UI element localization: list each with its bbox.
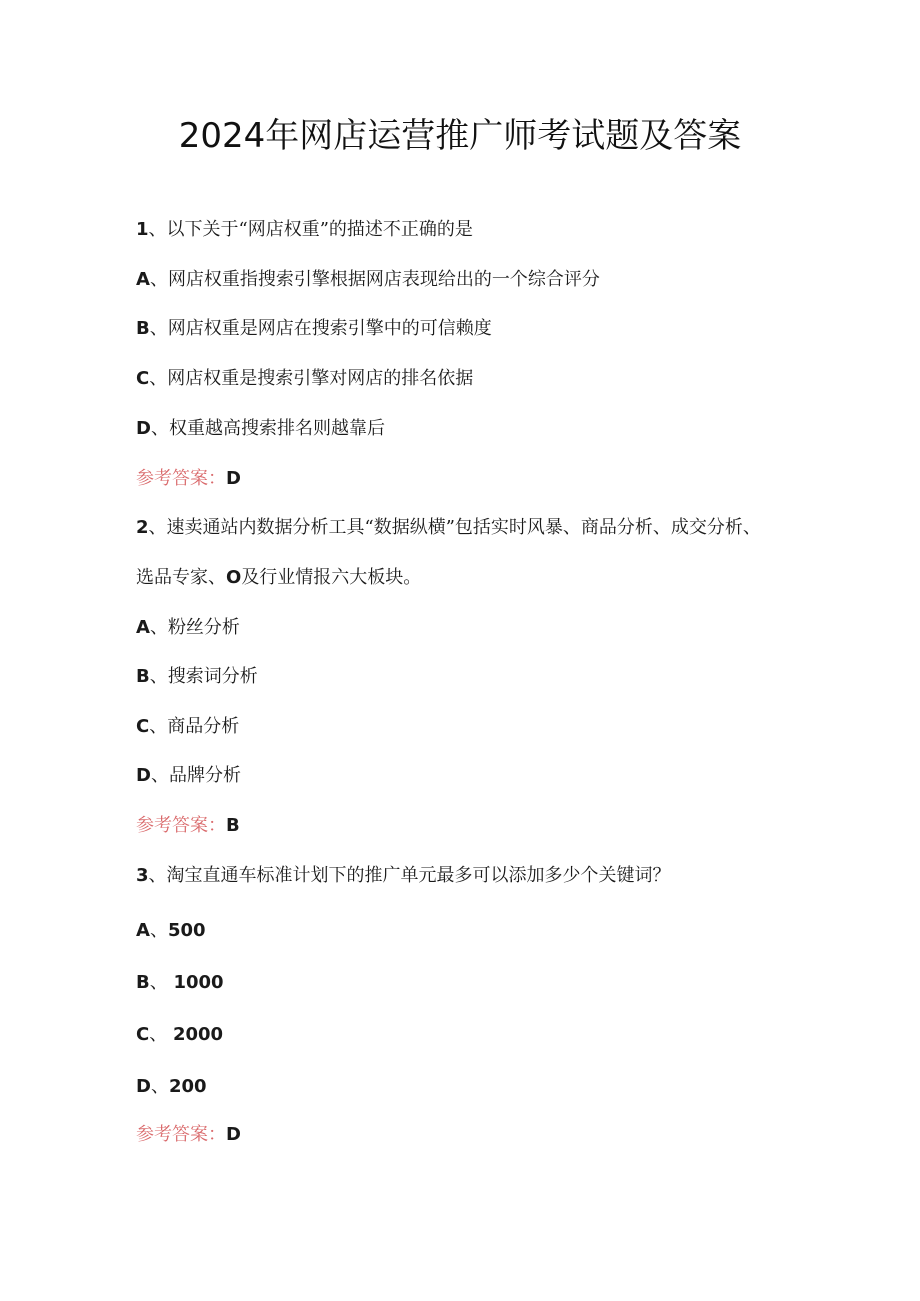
- option-separator: 、: [149, 666, 168, 687]
- document-title: 2024年网店运营推广师考试题及答案: [178, 116, 742, 156]
- answer-label: 参考答案：: [136, 1124, 226, 1145]
- option-c: [136, 366, 796, 392]
- option-text: 粉丝分析: [167, 617, 240, 638]
- answer-value: D: [226, 468, 241, 489]
- answer-label: 参考答案：: [136, 468, 226, 489]
- option-separator: 、: [150, 1076, 169, 1097]
- option-letter: B: [136, 972, 150, 993]
- answer-line: [136, 466, 796, 492]
- question-text: 速卖通站内数据分析工具“数据纵横”包括实时风暴、商品分析、成交分析、选品专家、: [136, 517, 761, 588]
- option-text: 500: [167, 920, 206, 941]
- option-text: 网店权重指搜索引擎根据网店表现给出的一个综合评分: [167, 269, 600, 290]
- option-separator: 、: [149, 1024, 173, 1045]
- option-b: [136, 664, 796, 690]
- option-text: 2000: [172, 1024, 224, 1045]
- question-text-tail: 及行业情报六大板块。: [241, 567, 422, 588]
- option-text: 商品分析: [167, 716, 240, 737]
- option-text: 网店权重是搜索引擎对网店的排名依据: [167, 368, 474, 389]
- option-separator: 、: [149, 972, 174, 993]
- option-text: 权重越高搜索排名则越靠后: [168, 418, 385, 439]
- answer-label: 参考答案：: [136, 815, 226, 836]
- option-text: 200: [168, 1076, 207, 1097]
- option-separator: 、: [150, 418, 169, 439]
- option-a: [136, 267, 796, 293]
- option-c: [136, 714, 796, 740]
- option-separator: 、: [149, 269, 168, 290]
- option-letter: C: [136, 368, 150, 389]
- answer-value: B: [226, 815, 240, 836]
- option-b: [136, 970, 796, 996]
- option-separator: 、: [150, 765, 169, 786]
- question-blank: O: [226, 567, 242, 588]
- question-text: 以下关于“网店权重”的描述不正确的是: [166, 219, 473, 240]
- option-letter: A: [136, 920, 150, 941]
- option-separator: 、: [149, 318, 168, 339]
- option-letter: A: [136, 617, 150, 638]
- option-c: [136, 1022, 796, 1048]
- option-letter: B: [136, 666, 150, 687]
- option-separator: 、: [149, 368, 168, 389]
- option-letter: C: [136, 1024, 150, 1045]
- answer-value: D: [226, 1124, 241, 1145]
- option-letter: D: [136, 1076, 151, 1097]
- option-text: 品牌分析: [168, 765, 241, 786]
- option-letter: A: [136, 269, 150, 290]
- option-letter: D: [136, 765, 151, 786]
- option-separator: 、: [149, 920, 168, 941]
- option-d: [136, 416, 796, 442]
- question-2: [136, 503, 776, 603]
- option-letter: B: [136, 318, 150, 339]
- option-a: [136, 615, 796, 641]
- option-text: 网店权重是网店在搜索引擎中的可信赖度: [167, 318, 492, 339]
- question-3: [136, 863, 796, 889]
- question-separator: 、: [148, 219, 167, 240]
- answer-line: [136, 813, 796, 839]
- question-number: 3: [136, 865, 149, 886]
- option-text: 搜索词分析: [167, 666, 258, 687]
- option-letter: D: [136, 418, 151, 439]
- option-d: [136, 1074, 796, 1100]
- option-separator: 、: [149, 617, 168, 638]
- question-text: 淘宝直通车标准计划下的推广单元最多可以添加多少个关键词？: [166, 865, 671, 886]
- option-text: 1000: [173, 972, 224, 993]
- question-separator: 、: [148, 517, 167, 538]
- option-separator: 、: [149, 716, 168, 737]
- option-a: [136, 918, 796, 944]
- answer-line: [136, 1122, 796, 1148]
- question-1: [136, 217, 796, 243]
- option-letter: C: [136, 716, 150, 737]
- option-b: [136, 316, 796, 342]
- question-separator: 、: [148, 865, 167, 886]
- option-d: [136, 763, 796, 789]
- question-number: 1: [136, 219, 149, 240]
- question-number: 2: [136, 517, 149, 538]
